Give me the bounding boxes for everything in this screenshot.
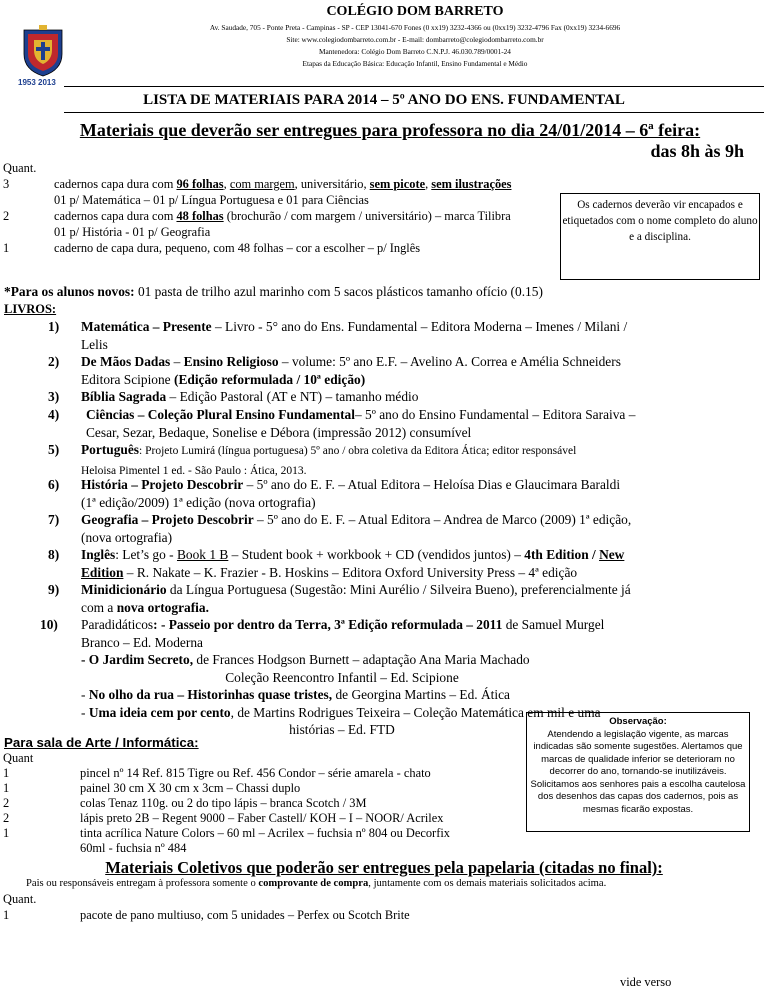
- see-reverse-note: vide verso: [620, 975, 672, 989]
- notebooks-note-box: Os cadernos deverão vir encapados e etiquetados com o nome completo do aluno e a disciplina.: [560, 193, 760, 280]
- logo-years: 1953 2013: [18, 78, 56, 87]
- school-crest-logo: [20, 24, 66, 80]
- observation-text: Atendendo a legislação vigente, as marcas indicadas são somente sugestões. Alertamos que marcas de qualidade inferior se deterioram no decorrer do ano, tornando-se inutilizáveis. Solicitamos aos senhores pais a escolha cautelosa dos desenhos das capas dos cadernos, pois as mesmas ficarão expostas.: [530, 728, 746, 815]
- school-address: Av. Saudade, 705 - Ponte Preta - Campinas - SP - CEP 13041-670 Fones (0 xx19) 3232-4366 ou (0xx19) 3232-4796 Fax (0xx19) 3234-6696: [209, 23, 621, 32]
- school-levels: Etapas da Educação Básica: Educação Infantil, Ensino Fundamental e Médio: [302, 59, 528, 68]
- list-title: LISTA DE MATERIAIS PARA 2014 – 5º ANO DO ENS. FUNDAMENTAL: [143, 92, 625, 108]
- school-maintainer: Mantenedora: Colégio Dom Barreto C.N.P.J. 46.030.789/0001-24: [319, 47, 511, 56]
- section2-heading: Materiais Coletivos que poderão ser entregues pela papelaria (citadas no final):: [105, 858, 663, 877]
- section1-heading-time: das 8h às 9h: [650, 141, 744, 161]
- school-name: COLÉGIO DOM BARRETO: [326, 4, 504, 19]
- header-divider: [64, 86, 764, 87]
- section1-heading: Materiais que deverão ser entregues para professora no dia 24/01/2014 – 6ª feira:: [79, 120, 701, 140]
- new-students-line: *Para os alunos novos: 01 pasta de trilho azul marinho com 5 sacos plásticos tamanho ofício (0.15): [4, 284, 543, 299]
- observation-note-box: [526, 712, 750, 832]
- observation-title: Observação:: [609, 716, 667, 727]
- school-site-email: Site: www.colegiodombarreto.com.br - E-mail: dombarreto@colegiodombarreto.com.br: [286, 35, 544, 44]
- books-label: LIVROS:: [4, 302, 57, 316]
- collective-note: Pais ou responsáveis entregam à professora somente o comprovante de compra, juntamente com os demais materiais solicitados acima.: [26, 878, 607, 889]
- art-section-label: Para sala de Arte / Informática:: [4, 735, 199, 750]
- title-divider: [64, 112, 764, 113]
